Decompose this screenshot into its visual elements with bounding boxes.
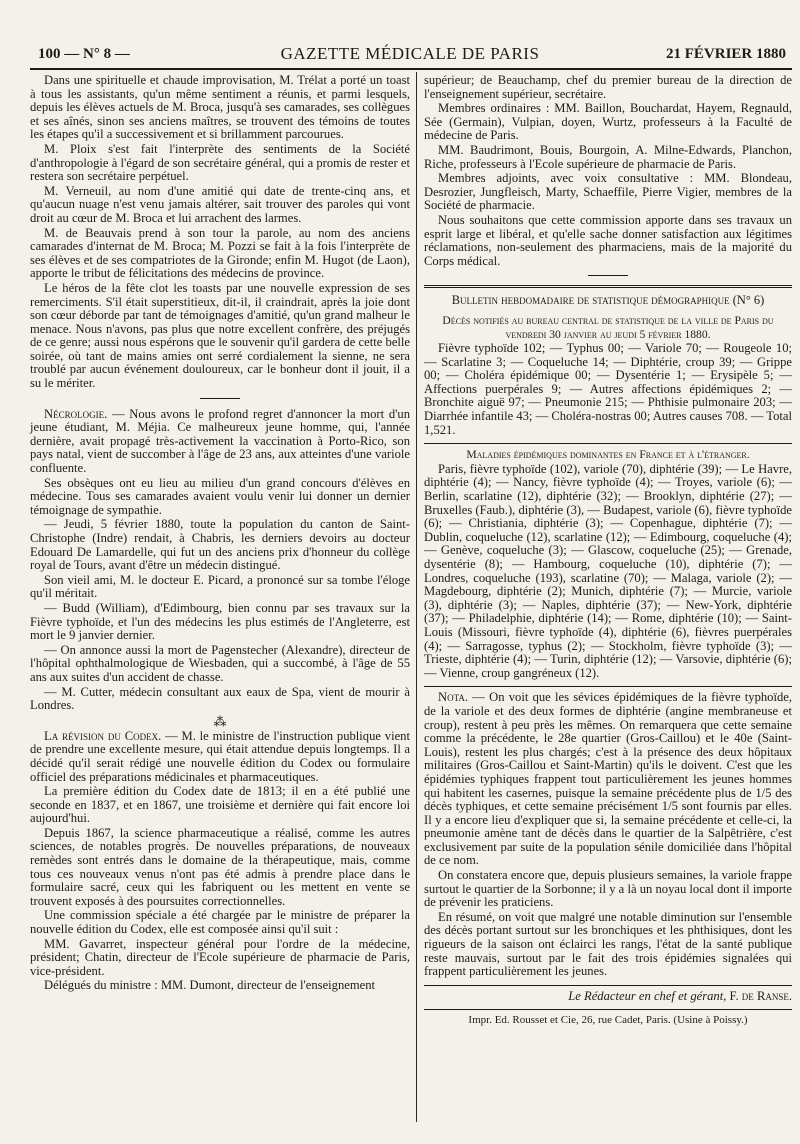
paragraph: supérieur; de Beauchamp, chef du premier bureau de la direction de l'enseignement supérieur, secrétaire.: [424, 73, 792, 101]
deaths-title: Décès notifiés au bureau central de statistique de la ville de Paris du vendredi 30 janvier au jeudi 5 février 1880.: [442, 313, 774, 341]
paragraph: En résumé, on voit que malgré une notable diminution sur l'ensemble des décès portant surtout sur les bronchiques et les phthisiques, dont les rigueurs de la saison ont éclairci les rangs, l'état de la santé publique reste mauvais, surtout par le fait des trois épidémies signalées qui frappent particulièrement les jeunes.: [424, 909, 792, 979]
paragraph: MM. Gavarret, inspecteur général pour l'ordre de la médecine, président; Chatin, directeur de l'Ecole supérieure de pharmacie de Paris, vice-président.: [30, 936, 410, 978]
page-number: 100 — N° 8 —: [38, 46, 130, 62]
nota-text: — On voit que les sévices épidémiques de la fièvre typhoïde, de la variole et des deux formes de diphtérie (angine membraneuse et croup), restent à peu près les mêmes. On remarquera que cette semaine comme la précédente, le 28e quartier (Gros-Caillou) et le 40e (Saint-Louis), restent les plus chargés; c'est à la présence des deux hôpitaux militaires (Gros-Caillou et Saint-Martin) qu'ils le doivent. C'est que les épidémies typhiques frappent tout particulièrement les jeunes hommes qui habitent les casernes, puisque la semaine précédente plus de 1/5 des décès typhiques, et cette semaine précisément 1/5 sont fournis par elles. Il y a encore lieu d'expliquer que si, la semaine précédente et celle-ci, la pneumonie amène tant de décès dans le quartier de la Salpêtrière, c'est exclusivement par suite de la population sénile domiciliée dans l'hôpital de ce nom.: [424, 690, 792, 868]
deaths-statistics: Fièvre typhoïde 102; — Typhus 00; — Variole 70; — Rougeole 10; — Scarlatine 3; — Coqueluche 14; — Diphtérie, croup 39; — Grippe 00; — Choléra épidémique 00; — Dysentérie 1; — Erysipèle 5; — Affections puerpérales 9; — Autres affections épidémiques 2; — Bronchite aiguë 97; — Pneumonie 215; — Phthisie pulmonaire 203; — Diarrhée infantile 43; — Choléra-nostras 00; Autres causes 708. — Total 1,521.: [424, 341, 792, 437]
signature-rule: [424, 985, 792, 986]
imprint-rule: [424, 1009, 792, 1010]
header-rule: [30, 68, 792, 70]
issue-date: 21 FÉVRIER 1880: [665, 46, 786, 62]
epidemics-title: Maladies épidémiques dominantes en France et à l'étranger.: [466, 448, 750, 462]
paragraph: On constatera encore que, depuis plusieurs semaines, la variole frappe surtout le quartier de la Sorbonne; il y a là un noyau local dont il importe de prévenir les praticiens.: [424, 868, 792, 910]
asterism-ornament: ⁂: [213, 713, 227, 729]
paragraph: Nous souhaitons que cette commission apporte dans ses travaux un esprit large et libéral, et qu'elle sache donner satisfaction aux légitimes réclamations, non-seulement des pharmaciens, mais de la majorité du Corps médical.: [424, 212, 792, 268]
signature-name: F. de Ranse.: [726, 988, 792, 1003]
column-divider: [416, 72, 417, 1122]
paragraph: Son vieil ami, M. le docteur E. Picard, a prononcé sur sa tombe l'éloge qu'il méritait.: [30, 572, 410, 601]
necrology-paragraph: [30, 408, 410, 476]
bulletin-rule: [424, 285, 792, 288]
paragraph: — M. Cutter, médecin consultant aux eaux de Spa, vient de mourir à Londres.: [30, 684, 410, 713]
epidemics-list: Paris, fièvre typhoïde (102), variole (70), diphtérie (39); — Le Havre, diphtérie (4); — Nancy, fièvre typhoïde (4); — Troyes, variole (6); — Berlin, scarlatine (12), diphtérie (32); — Brooklyn, diphtérie (27); — Bruxelles (Faub.), diphtérie (3), — Budapest, variole (6), fièvre typhoïde (6); — Christiania, diphtérie (3); — Copenhague, diphtérie (7); — Dublin, coqueluche (12), scarlatine (12); — Edimbourg, coqueluche (4); — Genève, coqueluche (3); — Glascow, coqueluche (25); — Grenade, dysentérie (8); — Hambourg, coqueluche (10), diphtérie (7); — Londres, coqueluche (193), scarlatine (70); — Malaga, variole (2); — Magdebourg, diphtérie (2); Munich, diphtérie (7); — Murcie, variole (3), diphtérie (3); — Naples, diphtérie (37); — New-York, diphtérie (37); — Philadelphie, diphtérie (14); — Rome, diphtérie (10); — Saint-Louis (Missouri, fièvre typhoïde (4), diphtérie (6), fièvres puerpérales (4); — Sarragosse, typhus (2); — Stockholm, fièvre typhoïde (3); — Trieste, diphtérie (4); — Turin, diphtérie (12); — Varsovie, diphtérie (6); — Vienne, croup gangréneux (12).: [424, 461, 792, 680]
paragraph: M. de Beauvais prend à son tour la parole, au nom des anciens camarades d'internat de M. Broca; M. Pozzi se fait à la fois l'interprète de ses élèves et de ses compatriotes de la Gironde; enfin M. Hugot (de Laon), apporte le tribut de félicitations des médecins de province.: [30, 225, 410, 281]
paragraph: Membres ordinaires : MM. Baillon, Bouchardat, Hayem, Regnauld, Sée (Germain), Vulpian, doyen, Wurtz, professeurs à la Faculté de médecine de Paris.: [424, 101, 792, 143]
paragraph: Depuis 1867, la science pharmaceutique a réalisé, comme les autres sciences, de notables progrès. De nouvelles préparations, de nouveaux remèdes sont entrés dans le domaine de la thérapeutique, mais, comme tous ces nouveaux venus n'ont pas été admis à prendre place dans le formulaire sacré, ceux qui les fabriquent ou les mettent en vente se trouvent exposés à des poursuites correctionnelles.: [30, 825, 410, 908]
editor-signature: [424, 990, 792, 1004]
paragraph: MM. Baudrimont, Bouis, Bourgoin, A. Milne-Edwards, Planchon, Riche, professeurs à l'Ecole supérieure de pharmacie de Paris.: [424, 142, 792, 171]
necrology-heading: Nécrologie.: [44, 406, 108, 421]
right-column: [424, 74, 792, 1029]
paragraph: Une commission spéciale a été chargée par le ministre de préparer la nouvelle édition du Codex, elle est composée ainsi qu'il suit :: [30, 908, 410, 937]
nota-paragraph: [424, 691, 792, 868]
paragraph: M. Ploix s'est fait l'interprète des sentiments de la Société d'anthropologie à l'égard de son secrétaire général, qui a promis de rester et restera son secrétaire perpétuel.: [30, 141, 410, 184]
paragraph: M. Verneuil, au nom d'une amitié qui date de trente-cinq ans, et qu'aucun nuage n'est venu jamais altérer, sait trouver des paroles qui vont droit au cœur de M. Broca et lui arrachent des larmes.: [30, 183, 410, 225]
printer-imprint: Impr. Ed. Rousset et Cie, 26, rue Cadet, Paris. (Usine à Poissy.): [468, 1014, 748, 1027]
paragraph: Dans une spirituelle et chaude improvisation, M. Trélat a porté un toast à tous les assistants, qu'un même sentiment a réunis, et parmi lesquels, depuis les élèves actuels de M. Broca, jusqu'à ses camarades, ses collègues et ses aînés, sinon ses anciens maîtres, se trouvent des témoins de toutes les étapes qu'il a successivement et si brillamment parcourues.: [30, 73, 410, 142]
left-column: [30, 74, 410, 994]
necrology-text: — Nous avons le profond regret d'annoncer la mort d'un jeune étudiant, M. Méjia. Ce malheureux jeune homme, qui, l'année dernière, avait propagé très-activement la vaccination à Porto-Rico, son pays natal, vient de succomber à l'âge de 23 ans, aux atteintes d'une variole confluente.: [30, 406, 410, 476]
paragraph: Ses obsèques ont eu lieu au milieu d'un grand concours d'élèves en médecine. Tous ses camarades avaient voulu venir lui donner un dernier témoignage de sympathie.: [30, 475, 410, 517]
journal-title: GAZETTE MÉDICALE DE PARIS: [280, 44, 540, 63]
nota-heading: Nota.: [438, 690, 469, 705]
codex-text: — M. le ministre de l'instruction publique vient de prendre une excellente mesure, qui était attendue depuis longtemps. Il a décidé qu'il serait rédigé une nouvelle édition du Codex ou formulaire officiel des préparations médicinales et pharmaceutiques.: [30, 728, 410, 784]
paragraph: — Budd (William), d'Edimbourg, bien connu par ses travaux sur la Fièvre typhoïde, et l'un des médecins les plus estimés de l'Angleterre, est mort le 9 janvier dernier.: [30, 600, 410, 643]
paragraph: Le héros de la fête clot les toasts par une nouvelle expression de ses remerciments. S'il était superstitieux, dit-il, il craindrait, après la joie dont son cœur déborde par tant de témoignages d'amitié, qu'un grand malheur le menace. Nous n'avons, pas plus que notre excellent confrère, des préjugés de ce genre; aussi nous espérons que le souvenir qu'il gardera de cette belle soirée, où tant de mains amies ont serré cordialement la sienne, ne sera troublé par aucun événement douloureux, car le bonheur dont il jouit, il a su le mériter.: [30, 280, 410, 391]
signature-label: Le Rédacteur en chef et gérant,: [568, 988, 727, 1003]
codex-paragraph: [30, 730, 410, 784]
paragraph: Délégués du ministre : MM. Dumont, directeur de l'enseignement: [44, 978, 376, 993]
bulletin-title: Bulletin hebdomadaire de statistique démographique (N° 6): [451, 293, 765, 308]
codex-heading: La révision du Codex.: [44, 728, 162, 743]
section-separator: [588, 275, 628, 276]
paragraph: Membres adjoints, avec voix consultative : MM. Blondeau, Desrozier, Jungfleisch, Marty, Schaeffile, Pierre Vigier, membres de la Société de pharmacie.: [424, 171, 792, 213]
paragraph: — Jeudi, 5 février 1880, toute la population du canton de Saint-Christophe (Indre) rendait, à Chabris, les derniers devoirs au docteur Edouard De Lamardelle, qui fut un des anciens prix d'honneur du collège royal de Tours, avant d'être un médecin distingué.: [30, 517, 410, 573]
section-rule: [424, 686, 792, 687]
page-header: [30, 40, 790, 66]
paragraph: — On annonce aussi la mort de Pagenstecher (Alexandre), directeur de l'hôpital ophthalmologique de Wiesbaden, qui a succombé, à l'âge de 55 ans aux suites d'un accident de chasse.: [30, 642, 410, 684]
section-rule: [424, 443, 792, 444]
section-separator: [200, 398, 240, 399]
paragraph: La première édition du Codex date de 1813; il en a été publié une seconde en 1837, et en 1867, une troisième et dernière qui fait encore loi aujourd'hui.: [30, 784, 410, 826]
